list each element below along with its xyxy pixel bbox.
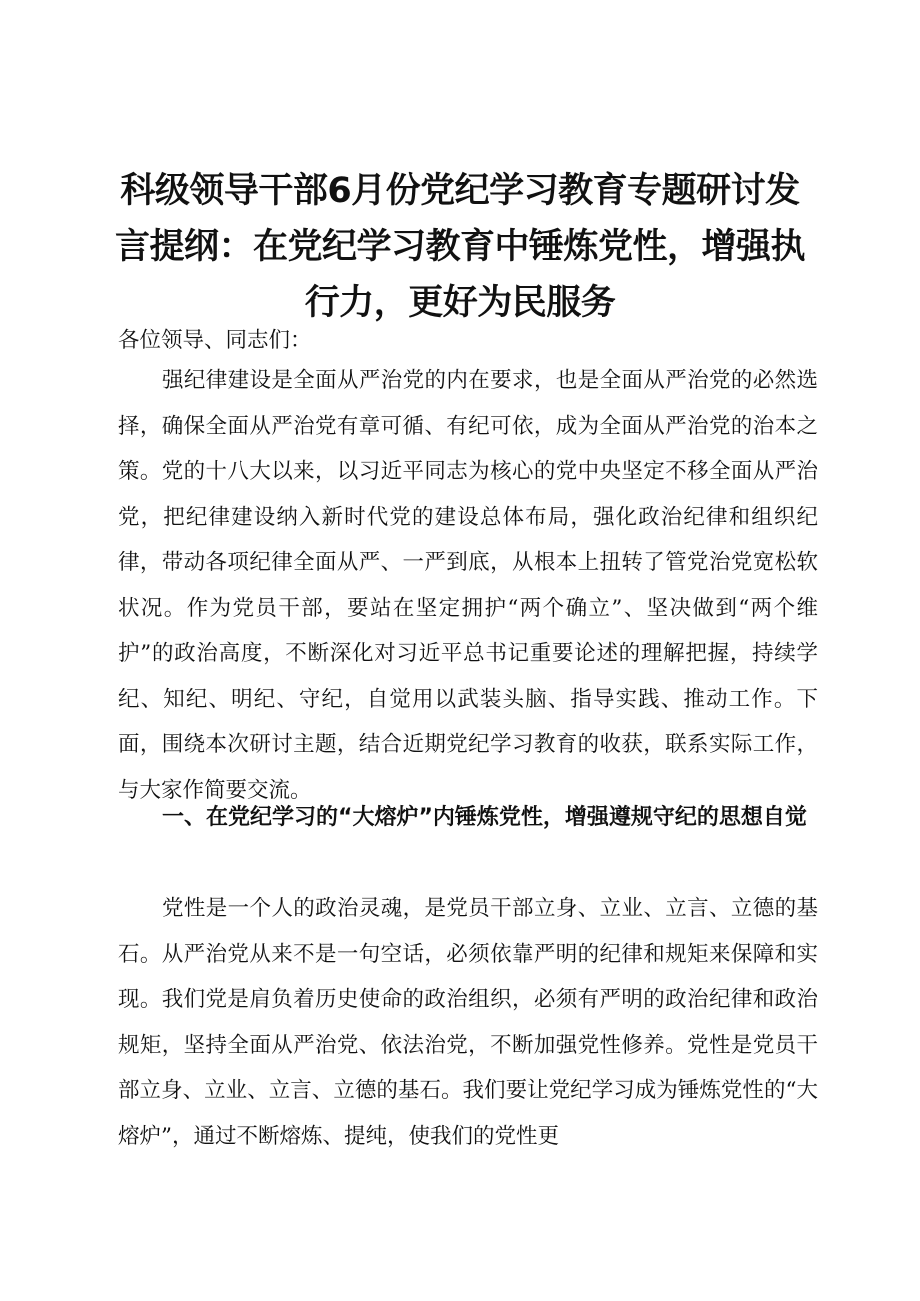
- title-line-1: 科级领导干部6月份党纪学习教育专题研讨发: [120, 171, 800, 211]
- salutation: 各位领导、同志们：: [118, 328, 312, 353]
- title-line-3: 行力，更好为民服务: [304, 283, 616, 323]
- section-1-heading: 一、在党纪学习的“大熔炉”内锤炼党性，增强遵规守纪的思想自觉: [162, 805, 807, 830]
- section-1-paragraph: 党性是一个人的政治灵魂，是党员干部立身、立业、立言、立德的基石。从严治党从来不是一句空话，必须依靠严明的纪律和规矩来保障和实现。我们党是肩负着历史使命的政治组织，必须有严明的政治纪律和政治规矩，坚持全面从严治党、依法治党，不断加强党性修养。党性是党员干部立身、立业、立言、立德的基石。我们要让党纪学习成为锤炼党性的“大熔炉”，通过不断熔炼、提纯，使我们的党性更: [118, 896, 818, 1149]
- intro-paragraph: 强纪律建设是全面从严治党的内在要求，也是全面从严治党的必然选择，确保全面从严治党有章可循、有纪可依，成为全面从严治党的治本之策。党的十八大以来，以习近平同志为核心的党中央坚定不移全面从严治党，把纪律建设纳入新时代党的建设总体布局，强化政治纪律和组织纪律，带动各项纪律全面从严、一严到底，从根本上扭转了管党治党宽松软状况。作为党员干部，要站在坚定拥护“两个确立”、坚决做到“两个维护”的政治高度，不断深化对习近平总书记重要论述的理解把握，持续学纪、知纪、明纪、守纪，自觉用以武装头脑、指导实践、推动工作。下面，围绕本次研讨主题，结合近期党纪学习教育的收获，联系实际工作，与大家作简要交流。: [118, 368, 818, 803]
- document-title: [100, 163, 820, 331]
- title-line-2: 言提纲：在党纪学习教育中锤炼党性，增强执: [114, 227, 805, 267]
